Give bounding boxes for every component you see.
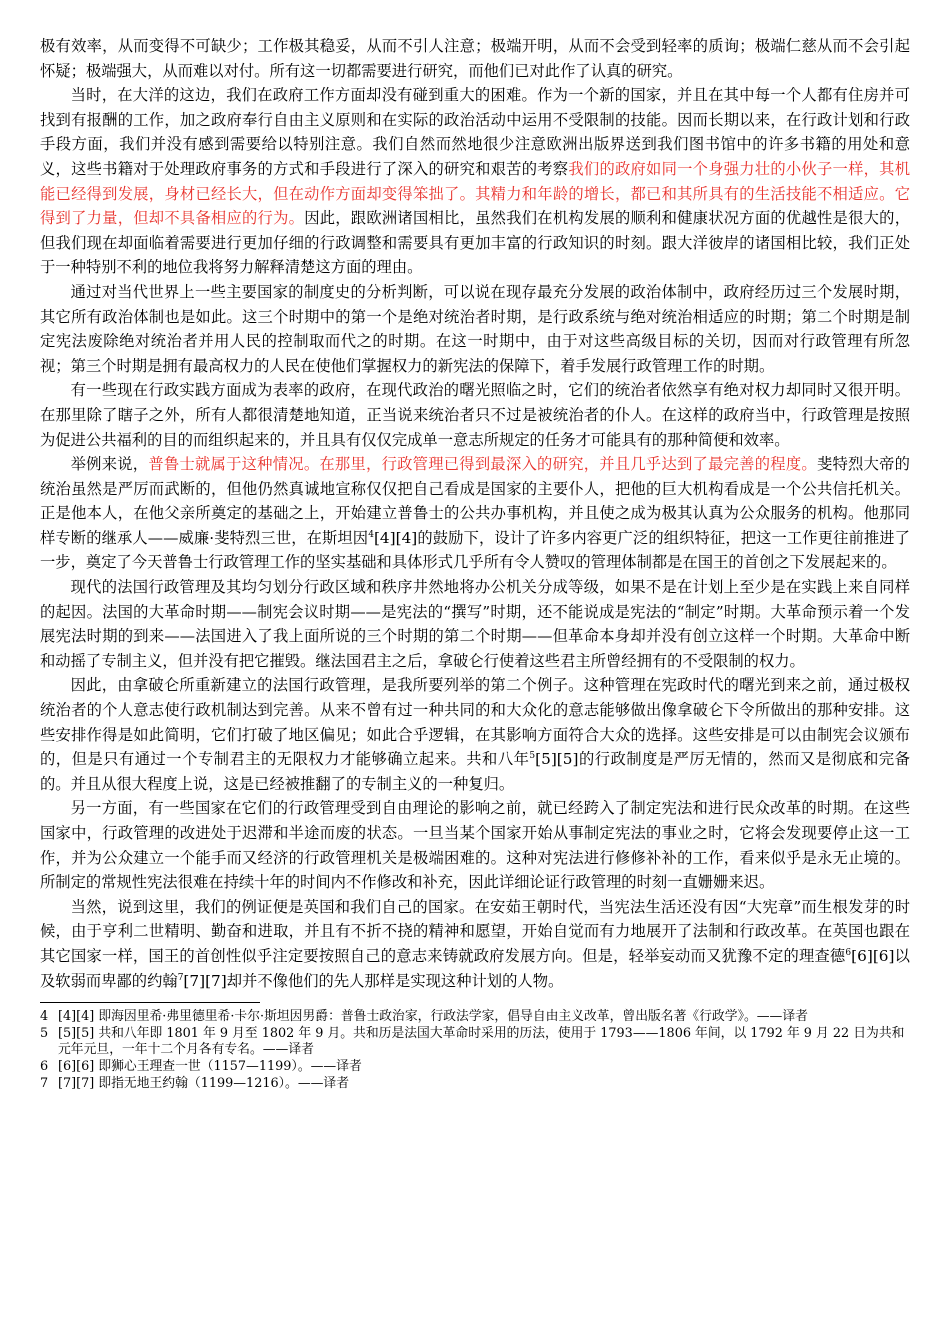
footnote-marker: 6 xyxy=(845,947,852,958)
body-text xyxy=(40,34,910,993)
footnote-text: [6][6] 即狮心王理查一世（1157—1199）。——译者 xyxy=(58,1058,362,1074)
footnote-divider xyxy=(40,1002,260,1003)
paragraph xyxy=(40,452,910,575)
paragraph-text: 有一些现在行政实践方面成为表率的政府，在现代政治的曙光照临之时，它们的统治者依然享有绝对权力却同时又很开明。在那里除了瞎子之外，所有人都很清楚地知道，正当说来统治者只不过是被统治者的仆人。在这样的政府当中，行政管理是按照为促进公共福利的目的而组织起来的，并且具有仅仅完成单一意志所规定的任务才可能具有的那种简便和效率。 xyxy=(40,381,910,449)
footnote-number: 6 xyxy=(40,1058,49,1074)
paragraph-text: 因此，跟欧洲诸国相比，虽然我们在机构发展的顺利和健康状况方面的优越性是很大的，但我们现在却面临着需要进行更加仔细的行政调整和需要具有更加丰富的行政知识的时刻。跟大洋彼岸的诸国相比较，我们正处于一种特别不利的地位我将努力解释清楚这方面的理由。 xyxy=(40,209,910,277)
footnote xyxy=(40,1076,910,1093)
paragraph-text: 现代的法国行政管理及其均匀划分行政区域和秩序井然地将办公机关分成等级，如果不是在计划上至少是在实践上来自同样的起因。法国的大革命时期——制宪会议时期——是宪法的“撰写”时期，还不能说成是宪法的“制定”时期。大革命预示着一个发展宪法时期的到来——法国进入了我上面所说的三个时期的第二个时期——但革命本身却并没有创立这样一个时期。大革命中断和动摇了专制主义，但并没有把它摧毁。继法国君主之后，拿破仑行使着这些君主所曾经拥有的不受限制的权力。 xyxy=(40,578,910,670)
footnote xyxy=(40,1009,910,1026)
paragraph-text: [6][6]以及软弱而卑鄙的约翰 xyxy=(40,946,910,990)
paragraph-text: 举例来说， xyxy=(70,455,149,474)
paragraph-text: 另一方面，有一些国家在它们的行政管理受到自由理论的影响之前，就已经跨入了制定宪法和进行民众改革的时期。在这些国家中，行政管理的改进处于迟滞和半途而废的状态。一旦当某个国家开始从事制定宪法的事业之时，它将会发现要停止这一工作，并为公众建立一个能手而又经济的行政管理机关是极端困难的。这种对宪法进行修修补补的工作，看来似乎是永无止境的。所制定的常规性宪法很难在持续十年的时间内不作修改和补充，因此详细论证行政管理的时刻一直姗姗来迟。 xyxy=(40,799,910,892)
highlighted-text: 我们的政府如同一个身强力壮的小伙子一样，其机能已经得到发展，身材已经长大，但在动作方面却变得笨拙了。其精力和年龄的增长，都已和其所具有的生活技能不相适应。它得到了力量，但却不具备相应的行为。 xyxy=(40,159,910,228)
paragraph xyxy=(40,895,910,993)
footnotes xyxy=(40,1009,910,1092)
paragraph xyxy=(40,34,910,83)
paragraph xyxy=(40,378,910,452)
paragraph-text: 极有效率，从而变得不可缺少；工作极其稳妥，从而不引人注意；极端开明，从而不会受到轻率的质询；极端仁慈从而不会引起怀疑；极端强大，从而难以对付。所有这一切都需要进行研究，而他们已对此作了认真的研究。 xyxy=(40,37,910,80)
paragraph-text: [4][4]的鼓励下，设计了许多内容更广泛的组织特征，把这一工作更往前推进了一步，奠定了今天普鲁士行政管理工作的坚实基础和具体形式几乎所有令人赞叹的管理体制都是在国王的首创之下发展起来的。 xyxy=(40,528,910,572)
footnote-marker: 7 xyxy=(177,972,184,983)
paragraph-text: 斐特烈大帝的统治虽然是严厉而武断的，但他仍然真诚地宣称仅仅把自己看成是国家的主要仆人，把他的巨大机构看成是一个公共信托机关。正是他本人，在他父亲所奠定的基础之上，开始建立普鲁士的公共办事机构，并且使之成为极其认真为公众服务的机构。他那同样专断的继承人——威廉·斐特烈三世，在斯坦因 xyxy=(40,455,910,547)
paragraph xyxy=(40,83,910,280)
footnote-text: [7][7] 即指无地王约翰（1199—1216）。——译者 xyxy=(58,1075,350,1091)
footnote-text: [5][5] 共和八年即 1801 年 9 月至 1802 年 9 月。共和历是法国大革命时采用的历法，使用于 1793——1806 年间，以 1792 年 9 月 22 日为共和元年元旦，一年十二个月各有专名。——译者 xyxy=(58,1025,905,1058)
highlighted-text: 普鲁士就属于这种情况。在那里，行政管理已得到最深入的研究，并且几乎达到了最完善的程度。 xyxy=(148,455,817,474)
paragraph xyxy=(40,673,910,796)
paragraph xyxy=(40,575,910,673)
footnote xyxy=(40,1059,910,1076)
footnote xyxy=(40,1026,910,1059)
footnote-text: [4][4] 即海因里希·弗里德里希·卡尔·斯坦因男爵：普鲁士政治家，行政法学家，倡导自由主义改革，曾出版名著《行政学》。——译者 xyxy=(58,1009,808,1025)
paragraph xyxy=(40,796,910,894)
paragraph-text: 当时，在大洋的这边，我们在政府工作方面却没有碰到重大的困难。作为一个新的国家，并且在其中每一个人都有住房并可找到有报酬的工作，加之政府奉行自由主义原则和在实际的政治活动中运用不受限制的技能。因而长期以来，在行政计划和行政手段方面，我们并没有感到需要给以特别注意。我们自然而然地很少注意欧洲出版界送到我们图书馆中的许多书籍的用处和意义，这些书籍对于处理政府事务的方式和手段进行了深入的研究和艰苦的考察 xyxy=(40,86,910,178)
footnote-number: 5 xyxy=(40,1025,49,1041)
paragraph-text: 当然，说到这里，我们的例证便是英国和我们自己的国家。在安茹王朝时代，当宪法生活还没有因“大宪章”而生根发芽的时候，由于亨利二世精明、勤奋和进取，并且有不折不挠的精神和愿望，开始自觉而有力地展开了法制和行政改革。在英国也跟在其它国家一样，国王的首创性似乎注定要按照自己的意志来铸就政府发展方向。但是，轻举妄动而又犹豫不定的理查德 xyxy=(40,897,910,965)
paragraph-text: [7][7]却并不像他们的先人那样是实现这种计划的人物。 xyxy=(183,971,564,990)
paragraph xyxy=(40,280,910,378)
paragraph-text: 通过对当代世界上一些主要国家的制度史的分析判断，可以说在现存最充分发展的政治体制中，政府经历过三个发展时期，其它所有政治体制也是如此。这三个时期中的第一个是绝对统治者时期，是行政系统与绝对统治相适应的时期；第二个时期是制定宪法废除绝对统治者并用人民的控制取而代之的时期。在这一时期中，由于对这些高级目标的关切，因而对行政管理有所忽视；第三个时期是拥有最高权力的人民在使他们掌握权力的新宪法的保障下，着手发展行政管理工作的时期。 xyxy=(40,282,910,375)
footnote-marker: 4 xyxy=(368,529,374,540)
paragraph-text: 因此，由拿破仑所重新建立的法国行政管理，是我所要列举的第二个例子。这种管理在宪政时代的曙光到来之前，通过极权统治者的个人意志使行政机制达到完善。从来不曾有过一种共同的和大众化的意志能够做出像拿破仑下令所做出的那种安排。这些安排作得是如此简明，它们打破了地区偏见；如此合乎逻辑，在其影响方面符合大众的选择。这些安排是可以由制宪会议颁布的，但是只有通过一个专制君主的无限权力才能够确立起来。共和八年 xyxy=(40,676,910,769)
paragraph-text: [5][5]的行政制度是严厉无情的，然而又是彻底和完备的。并且从很大程度上说，这是已经被推翻了的专制主义的一种复归。 xyxy=(40,750,910,793)
footnote-number: 4 xyxy=(40,1009,49,1025)
footnote-number: 7 xyxy=(40,1075,49,1091)
footnote-marker: 5 xyxy=(529,751,536,762)
